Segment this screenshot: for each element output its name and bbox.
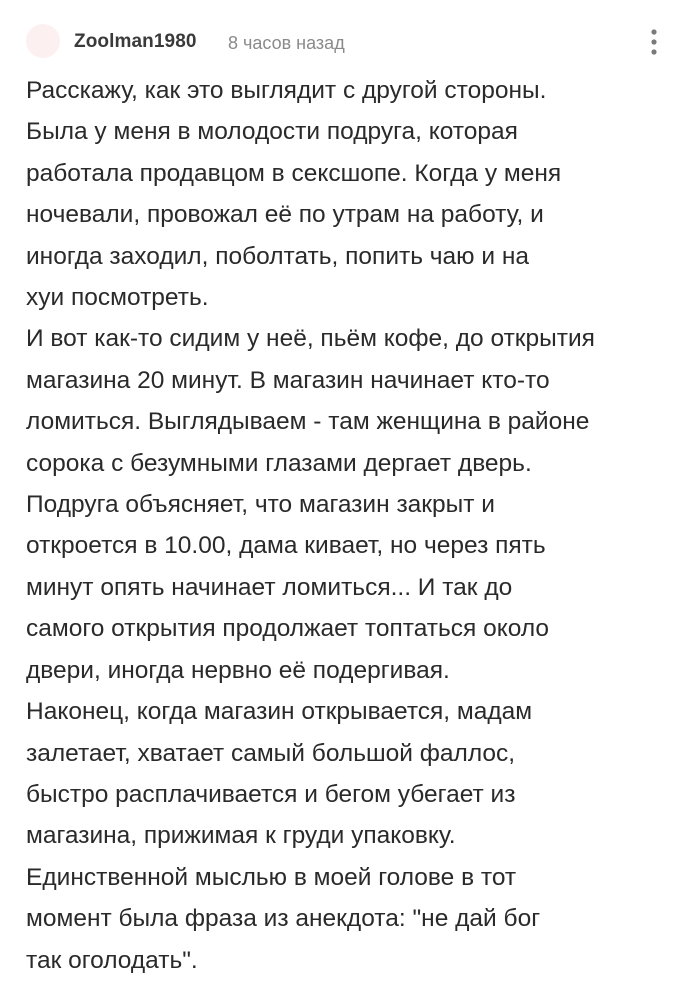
comment-text-line: быстро расплачивается и бегом убегает из — [26, 780, 516, 808]
comment-text-line: ломиться. Выглядываем - там женщина в районе — [26, 408, 590, 436]
avatar[interactable] — [26, 24, 60, 58]
comment-text-line: самого открытия продолжает топтаться около — [26, 615, 550, 643]
comment-text-line: магазина, прижимая к груди упаковку. — [26, 822, 456, 850]
comment-text-line: магазина 20 минут. В магазин начинает кто-то — [26, 366, 550, 394]
comment-header — [26, 24, 674, 60]
comment-text-line: минут опять начинает ломиться... И так до — [26, 573, 513, 601]
comment-text-line: ночевали, провожал её по утрам на работу, и — [26, 201, 544, 229]
more-vertical-icon — [650, 28, 658, 56]
comment-text-line: Подруга объясняет, что магазин закрыт и — [26, 491, 495, 519]
comment-text-line: И вот как-то сидим у неё, пьём кофе, до открытия — [26, 325, 595, 353]
comment-text-line: откроется в 10.00, дама кивает, но через пять — [26, 532, 546, 560]
comment-text-line: работала продавцом в сексшопе. Когда у меня — [26, 159, 562, 187]
more-options-button[interactable] — [640, 26, 668, 58]
comment-time: 8 часов назад — [228, 33, 345, 53]
author-name[interactable]: Zoolman1980 — [74, 31, 197, 52]
comment-text-line: момент была фраза из анекдота: "не дай бог — [26, 905, 541, 933]
comment-text-line: залетает, хватает самый большой фаллос, — [26, 739, 516, 767]
comment-text-line: сорока с безумными глазами дергает дверь. — [26, 449, 532, 477]
comment-text-line: Была у меня в молодости подруга, которая — [26, 118, 518, 146]
comment-text — [26, 70, 691, 981]
comment-text-line: Единственной мыслью в моей голове в тот — [26, 863, 517, 891]
comment-text-line: хуи посмотреть. — [26, 284, 209, 312]
comment-text-line: так оголодать". — [26, 946, 198, 974]
comment-text-line: иногда заходил, поболтать, попить чаю и на — [26, 242, 530, 270]
comment-text-line: Наконец, когда магазин открывается, мадам — [26, 698, 533, 726]
comment-text-line: двери, иногда нервно её подергивая. — [26, 656, 450, 684]
comment-text-line: Расскажу, как это выглядит с другой стороны. — [26, 77, 547, 104]
